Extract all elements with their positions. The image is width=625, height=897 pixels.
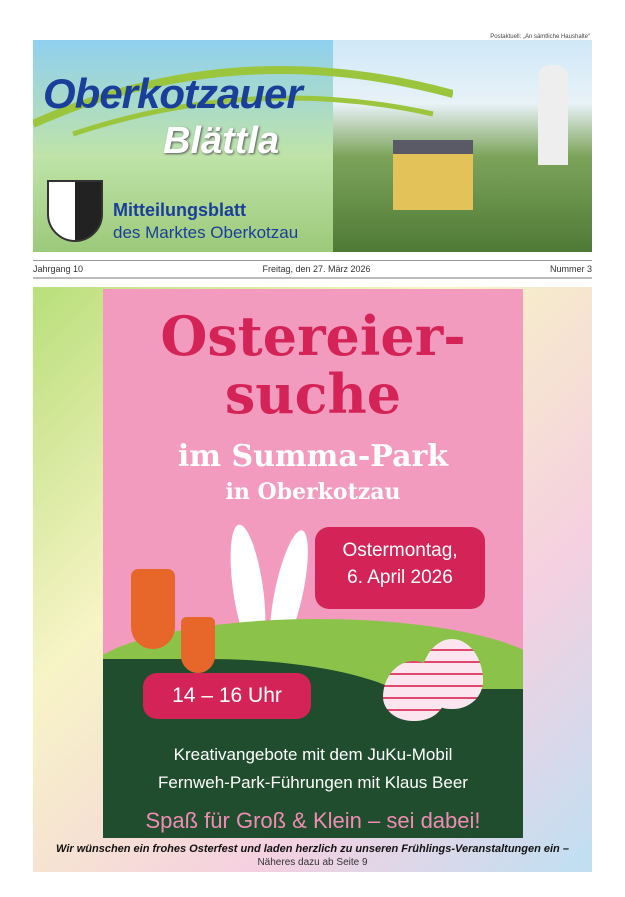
- issue-info-bar: [33, 260, 592, 279]
- date-line-1: Ostermontag,: [342, 540, 458, 561]
- footer-reference: Näheres dazu ab Seite 9: [257, 857, 368, 868]
- church-tower: [538, 65, 568, 165]
- castle-building: [393, 140, 473, 210]
- poster-town: in Oberkotzau: [225, 479, 401, 505]
- carrot-icon: [131, 569, 175, 649]
- activity-line: Kreativangebote mit dem JuKu-Mobil: [173, 745, 453, 764]
- issue-number: Nummer 3: [549, 264, 592, 274]
- masthead-subtitle-2: des Marktes Oberkotzau: [113, 223, 299, 242]
- poster-title: Ostereier-suche: [160, 304, 466, 426]
- easter-poster: [103, 289, 523, 838]
- postal-note: Postaktuell: „An sämtliche Haushalte“: [490, 34, 590, 40]
- volume: Jahrgang 10: [33, 264, 84, 274]
- time-badge: 14 – 16 Uhr: [143, 673, 311, 719]
- masthead-subtitle: Mitteilungsblatt: [113, 200, 246, 220]
- masthead-banner: [33, 40, 592, 252]
- masthead-title: Oberkotzauer: [43, 70, 302, 117]
- footer-greeting: Wir wünschen ein frohes Osterfest und laden herzlich zu unseren Frühlings-Veranstaltungen ein –: [56, 843, 569, 855]
- poster-location: im Summa-Park: [177, 439, 449, 474]
- carrot-icon: [181, 617, 215, 673]
- poster-tagline: Spaß für Groß & Klein – sei dabei!: [145, 808, 481, 833]
- coat-of-arms-icon: [47, 180, 103, 242]
- date-badge: [315, 527, 485, 609]
- date-line-2: 6. April 2026: [347, 567, 453, 588]
- activity-line: Fernweh-Park-Führungen mit Klaus Beer: [158, 773, 468, 792]
- masthead-title-2: Blättla: [163, 120, 280, 162]
- issue-date: Freitag, den 27. März 2026: [262, 264, 371, 274]
